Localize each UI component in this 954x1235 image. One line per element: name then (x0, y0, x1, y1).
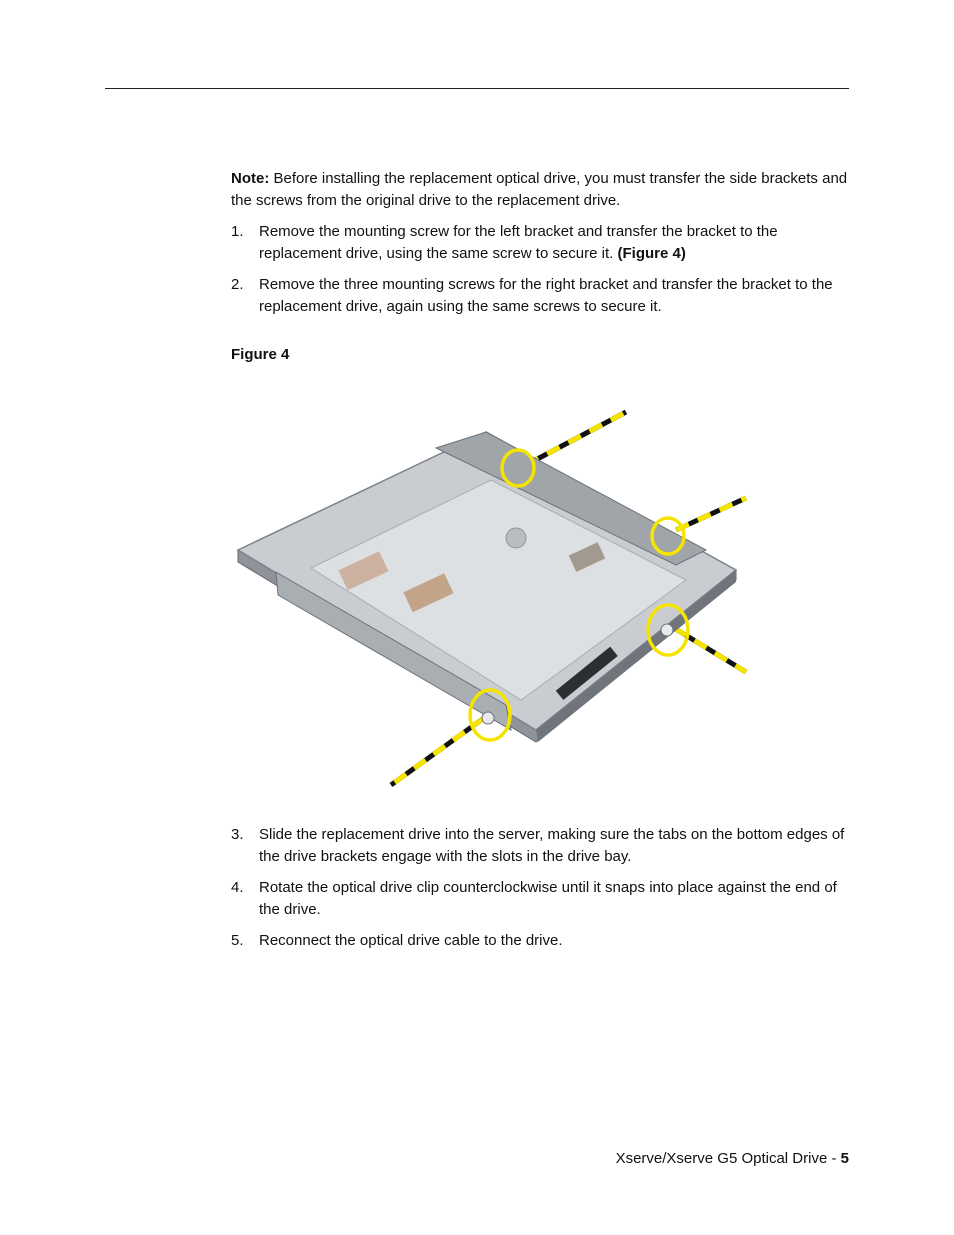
step-text: Remove the three mounting screws for the right bracket and transfer the bracket to the replacement drive, again using the same screws to secure it. (259, 276, 833, 315)
step-text: Remove the mounting screw for the left bracket and transfer the bracket to the replacement drive, using the same screw to secure it. (259, 223, 778, 262)
header-rule (105, 88, 849, 89)
step-text: Slide the replacement drive into the server, making sure the tabs on the bottom edges of the drive brackets engage with the slots in the drive bay. (259, 826, 845, 865)
step-text: Reconnect the optical drive cable to the drive. (259, 932, 563, 949)
step-number: 1. (231, 223, 244, 240)
step-2 (231, 274, 851, 318)
step-3 (231, 824, 851, 868)
step-number: 3. (231, 826, 244, 843)
step-1 (231, 221, 851, 265)
optical-drive-figure (236, 400, 748, 800)
note-label: Note: (231, 170, 270, 187)
step-number: 4. (231, 879, 244, 896)
step-number: 2. (231, 276, 244, 293)
main-content (231, 168, 851, 366)
page-footer (616, 1150, 849, 1167)
page-number: 5 (840, 1150, 849, 1167)
footer-title: Xserve/Xserve G5 Optical Drive - (615, 1150, 841, 1167)
step-5 (231, 930, 851, 952)
step-4 (231, 877, 851, 921)
optical-drive-illustration (236, 400, 748, 800)
remaining-steps (231, 824, 851, 961)
note-paragraph (231, 168, 851, 212)
spindle-hole (506, 528, 526, 548)
step-text: Rotate the optical drive clip counterclockwise until it snaps into place against the end of the drive. (259, 879, 837, 918)
figure-label: Figure 4 (231, 346, 290, 363)
step-number: 5. (231, 932, 244, 949)
figure-reference: (Figure 4) (617, 245, 686, 262)
note-text: Before installing the replacement optical drive, you must transfer the side brackets and the screws from the original drive to the replacement drive. (231, 170, 848, 209)
